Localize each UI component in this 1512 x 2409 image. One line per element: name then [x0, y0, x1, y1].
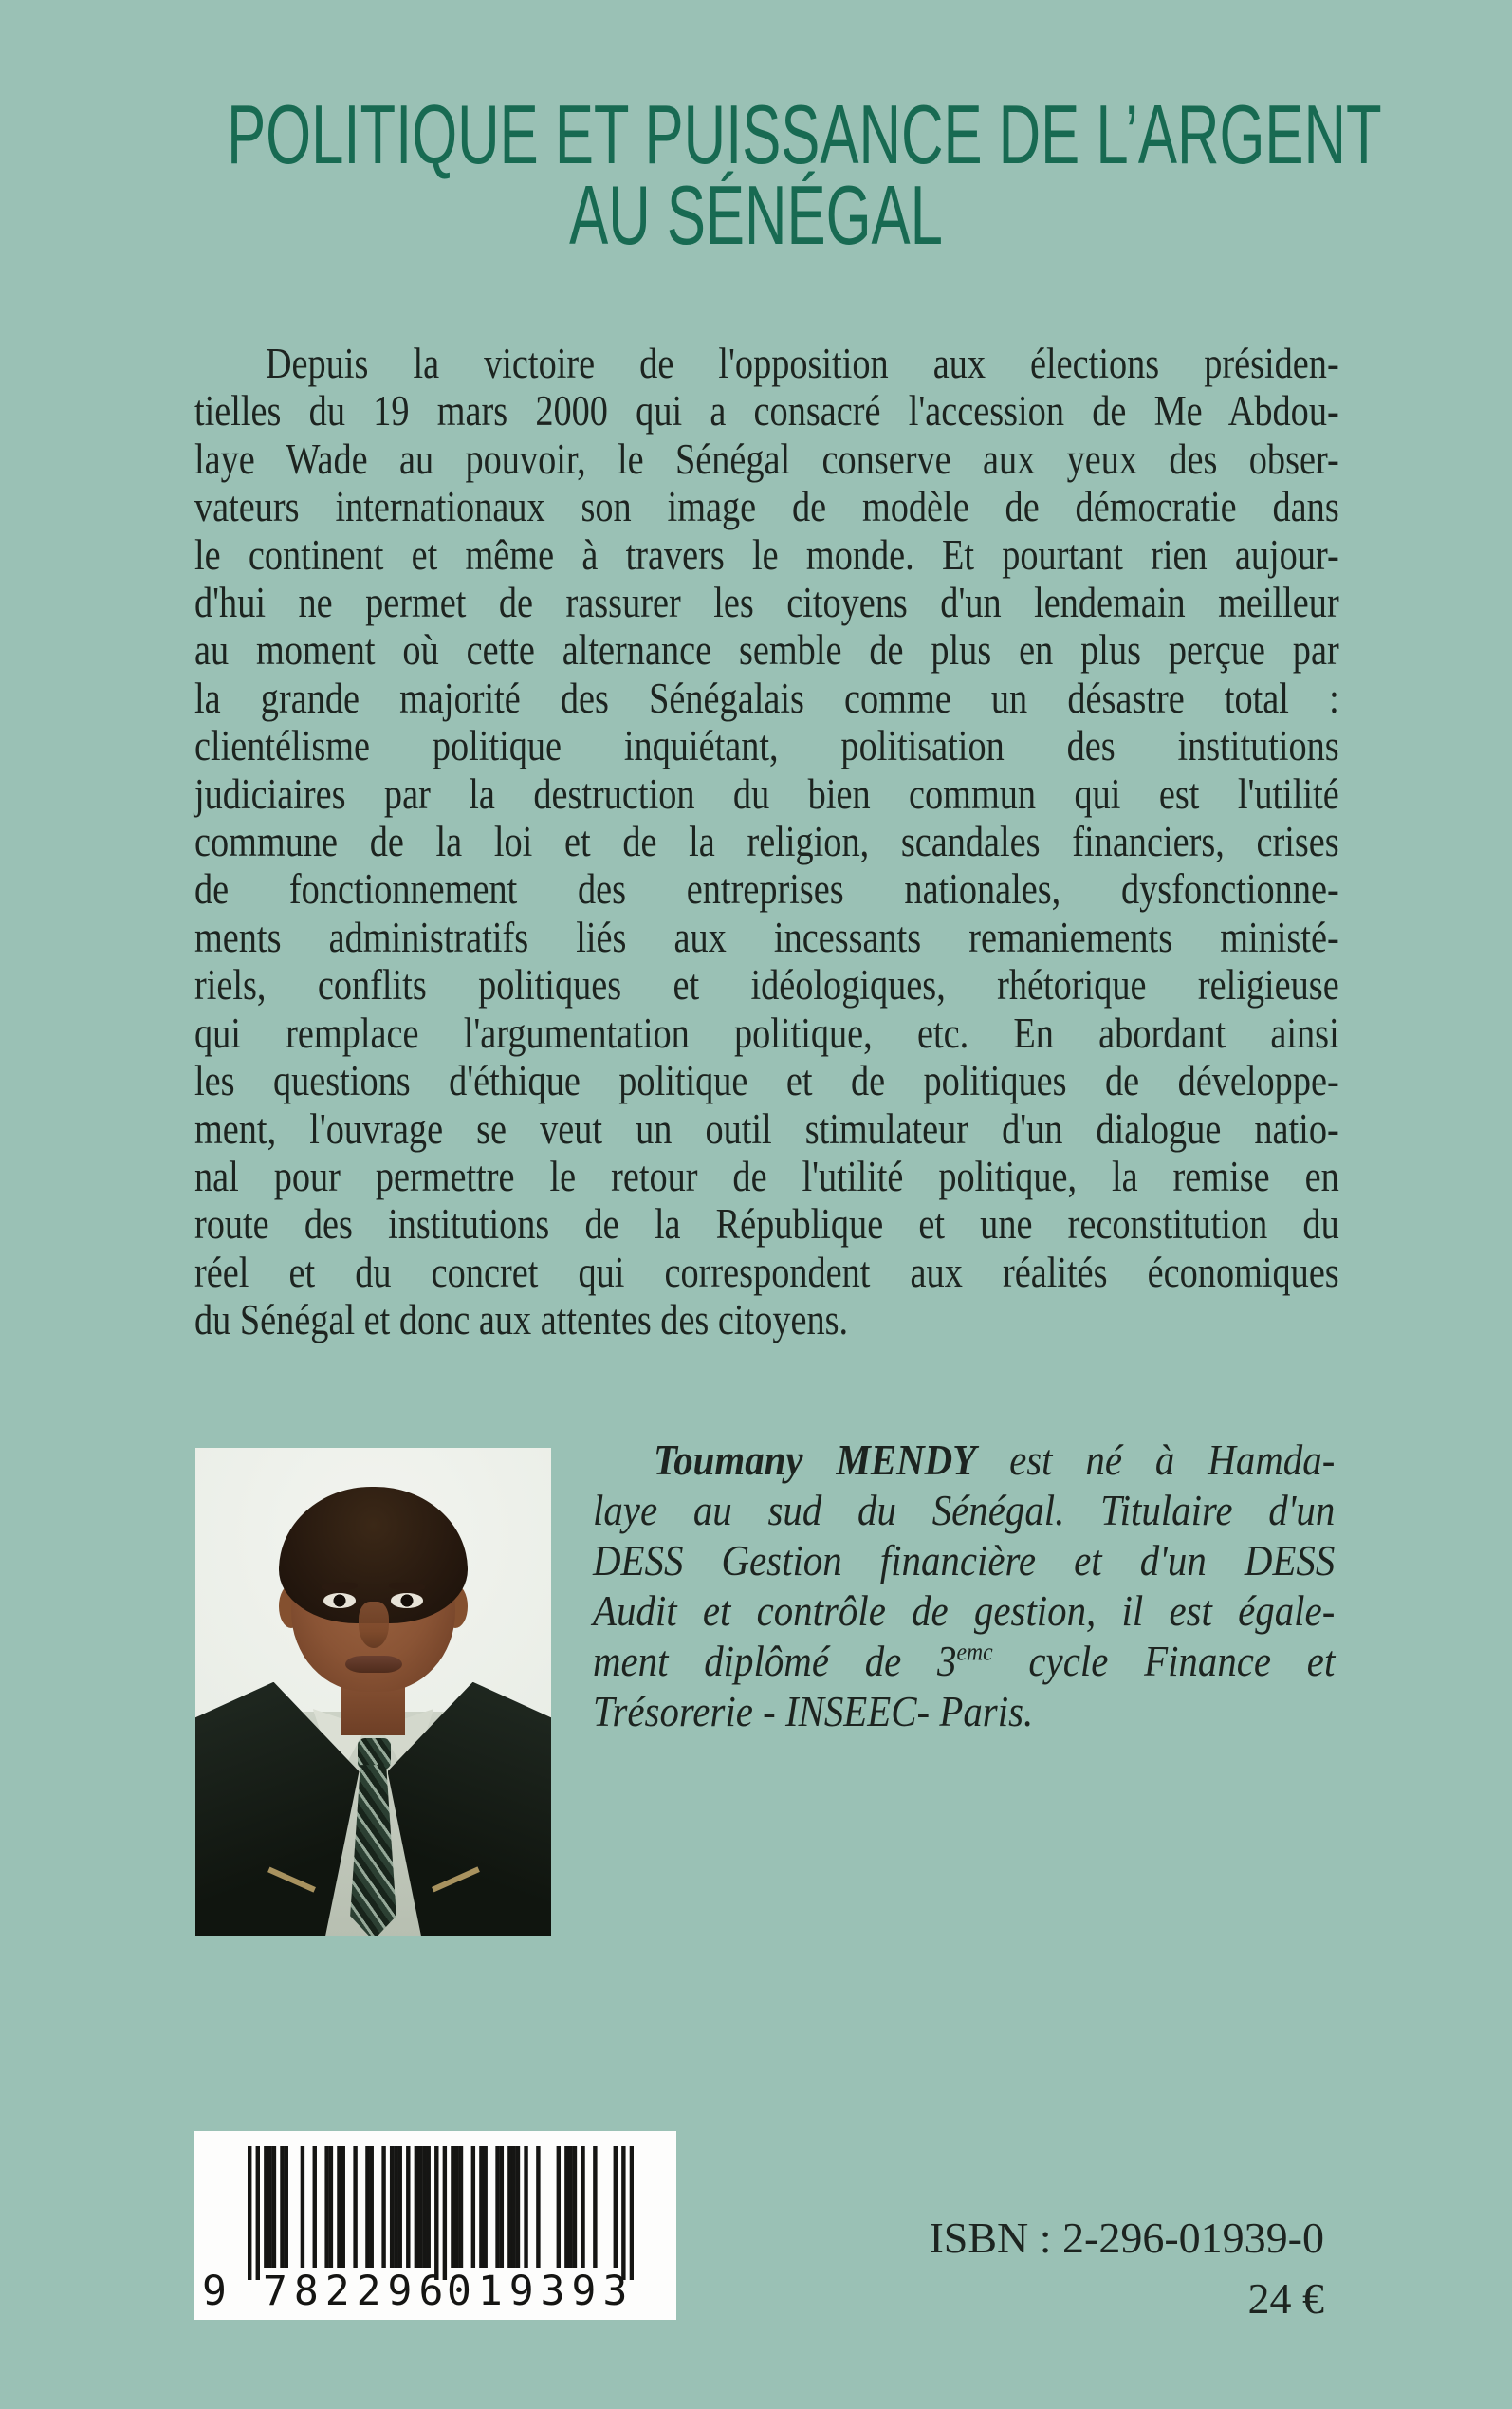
- synopsis-line: route des institutions de la République et une reconstitution du: [194, 1200, 1339, 1249]
- barcode-bars: [248, 2146, 634, 2280]
- author-name: Toumany MENDY: [654, 1436, 977, 1484]
- synopsis-line: réel et du concret qui correspondent aux réalités économiques: [194, 1248, 1339, 1296]
- synopsis-line: ments administratifs liés aux incessants remaniements ministé-: [194, 913, 1339, 961]
- isbn-label: ISBN : 2-296-01939-0: [929, 2214, 1324, 2262]
- synopsis-line: laye Wade au pouvoir, le Sénégal conserve aux yeux des obser-: [194, 435, 1339, 483]
- synopsis-line: qui remplace l'argumentation politique, etc. En abordant ainsi: [194, 1009, 1339, 1057]
- photo-mouth: [345, 1656, 402, 1674]
- photo-eye-right: [391, 1593, 423, 1607]
- barcode-digits-right: 019393: [447, 2268, 635, 2315]
- bio-line: Trésorerie - INSEEC- Paris.: [593, 1687, 1034, 1735]
- synopsis-line: riels, conflits politiques et idéologiques, rhétorique religieuse: [194, 961, 1339, 1010]
- author-photo: [195, 1448, 551, 1936]
- synopsis-line: du Sénégal et donc aux attentes des citoyens.: [194, 1296, 849, 1344]
- synopsis-line: ment, l'ouvrage se veut un outil stimulateur d'un dialogue natio-: [194, 1104, 1339, 1153]
- barcode: [194, 2131, 676, 2320]
- bio-line: Audit et contrôle de gestion, il est égale-: [593, 1586, 1336, 1635]
- synopsis-line: tielles du 19 mars 2000 qui a consacré l'accession de Me Abdou-: [194, 387, 1339, 435]
- bio-superscript: emc: [956, 1637, 993, 1666]
- synopsis-line: vateurs internationaux son image de modèle de démocratie dans: [194, 483, 1339, 531]
- synopsis-paragraph: [194, 340, 1339, 1344]
- synopsis-line: les questions d'éthique politique et de politiques de développe-: [194, 1057, 1339, 1105]
- synopsis-line: nal pour permettre le retour de l'utilité politique, la remise en: [194, 1152, 1339, 1200]
- barcode-digit-first: 9: [202, 2268, 227, 2315]
- bio-line: [593, 1435, 1335, 1485]
- bio-text: est né à Hamda-: [976, 1436, 1336, 1484]
- book-title-line2: AU SÉNÉGAL: [569, 168, 943, 262]
- synopsis-line: clientélisme politique inquiétant, politisation des institutions: [194, 722, 1339, 770]
- synopsis-line: de fonctionnement des entreprises nationales, dysfonctionne-: [194, 865, 1339, 914]
- photo-eye-left: [323, 1593, 356, 1607]
- synopsis-line: au moment où cette alternance semble de plus en plus perçue par: [194, 626, 1339, 675]
- bio-text: ment diplômé de 3: [593, 1637, 957, 1685]
- synopsis-line: d'hui ne permet de rassurer les citoyens d'un lendemain meilleur: [194, 579, 1339, 627]
- author-bio: [593, 1435, 1335, 1736]
- synopsis-line: Depuis la victoire de l'opposition aux élections présiden-: [265, 340, 1339, 387]
- barcode-digits-left: 782296: [263, 2268, 451, 2315]
- price-label: 24 €: [1247, 2274, 1324, 2323]
- synopsis-line: judiciaires par la destruction du bien commun qui est l'utilité: [194, 769, 1339, 818]
- bio-line: [593, 1636, 1335, 1686]
- book-title-line1: POLITIQUE ET PUISSANCE DE L’ARGENT: [227, 87, 1382, 181]
- photo-nose: [359, 1602, 389, 1648]
- bio-text: cycle Finance et: [992, 1637, 1336, 1685]
- bio-line: DESS Gestion financière et d'un DESS: [593, 1536, 1336, 1584]
- bio-line: laye au sud du Sénégal. Titulaire d'un: [593, 1486, 1336, 1534]
- synopsis-line: le continent et même à travers le monde. Et pourtant rien aujour-: [194, 530, 1339, 579]
- synopsis-line: la grande majorité des Sénégalais comme un désastre total :: [194, 674, 1339, 722]
- synopsis-line: commune de la loi et de la religion, scandales financiers, crises: [194, 818, 1339, 866]
